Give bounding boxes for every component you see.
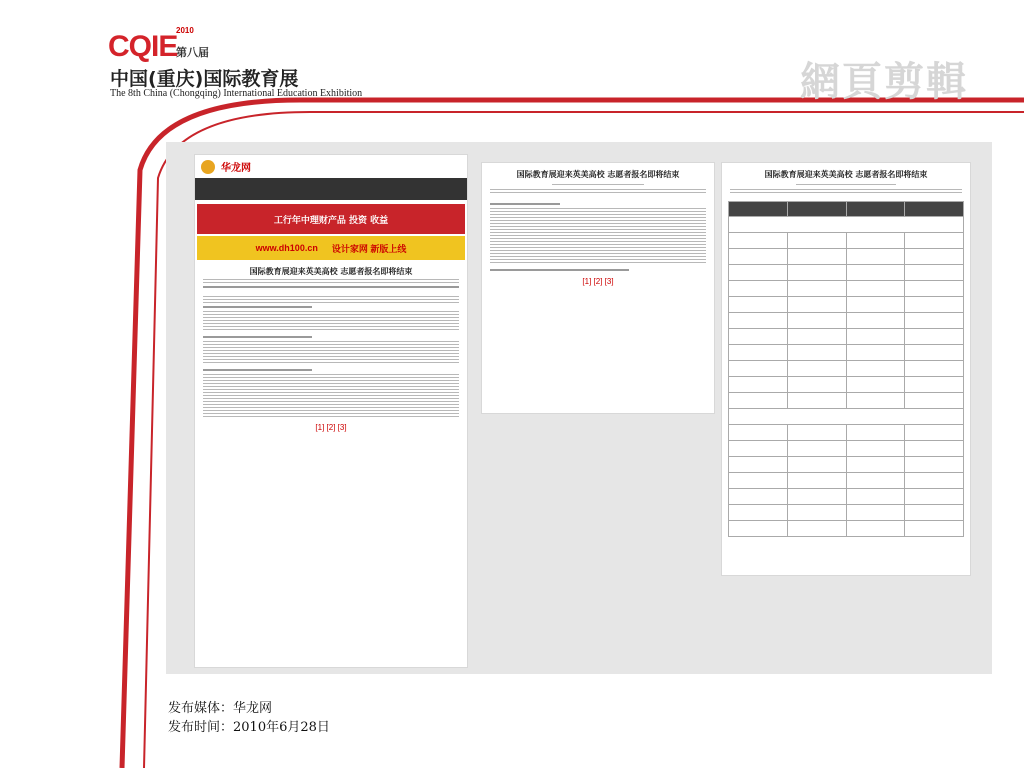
site-navbar [195,178,467,200]
pager-1: [1] [2] [3] [315,423,347,432]
ad-banner-2-left: www.dh100.cn [255,243,318,253]
expo-subtitle-en: The 8th China (Chongqing) International Education Exhibition [110,88,363,99]
logo-year: 2010 [176,26,194,35]
article-body-1 [195,279,467,417]
expo-title: 中国(重庆)国际教育展 [110,68,299,90]
article-body-2 [482,184,714,271]
site-logo-icon [201,160,215,174]
logo-edition: 第八届 [176,47,209,59]
caption-date: 发布时间：2010年6月28日 [168,720,330,735]
site-name: 华龙网 [221,163,251,174]
clipping-page-2 [482,163,714,413]
clipping-page-3 [722,163,970,575]
article-title-2: 国际教育展迎来英美高校 志愿者报名即将结束 [516,170,680,179]
article-title-3: 国际教育展迎来英美高校 志愿者报名即将结束 [764,170,928,179]
watermark-web-clipping: 網頁剪輯 [800,58,968,105]
pager-2: [1] [2] [3] [582,277,614,286]
clipping-page-1 [195,155,467,667]
site-brand [195,155,467,178]
ad-banner-2 [197,236,465,260]
schedule-table [728,201,964,537]
ad-banner-2-right: 设计家网 新版上线 [331,243,407,254]
ad-banner: 工行年中理财产品 投资 收益 [197,204,465,234]
cqie-logo: CQIE [108,30,178,63]
caption-media: 发布媒体：华龙网 [168,701,273,716]
article-title-1: 国际教育展迎来英美高校 志愿者报名即将结束 [249,267,413,276]
